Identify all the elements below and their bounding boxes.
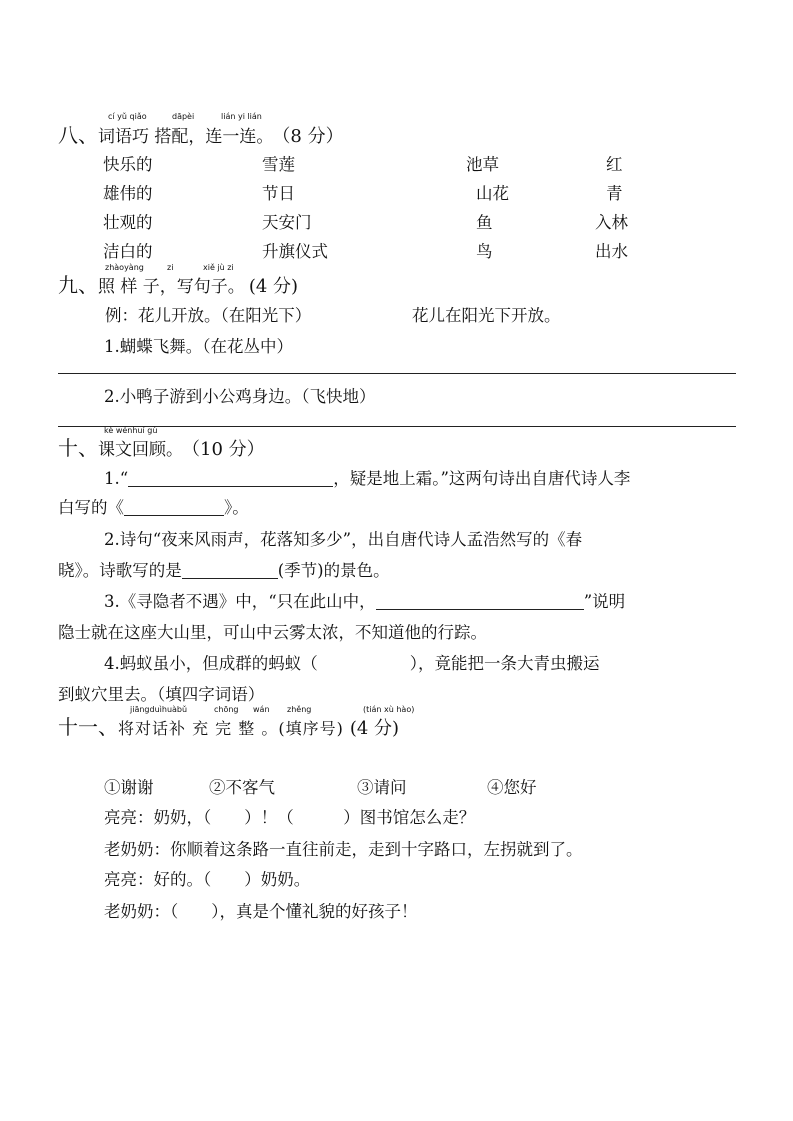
q8-number: 八、 [58, 123, 98, 147]
q11-pinyin-2: chōng [214, 705, 239, 714]
q8-col2-item: 节日 [262, 184, 295, 203]
q8-col4-item: 红 [606, 155, 623, 174]
q10-item4-text: 4.蚂蚁虽小，但成群的蚂蚁（ [104, 654, 318, 673]
q8-col4-item: 出水 [595, 242, 628, 261]
q10-item4-rest: ），竟能把一条大青虫搬运 [409, 654, 600, 673]
q11-option: ④您好 [487, 778, 537, 797]
q9-heading [58, 269, 298, 298]
q11-pinyin-3: wán [253, 705, 270, 714]
q10-item-1-cont [58, 494, 249, 518]
q10-item2-text: 晓》。诗歌写的是 [58, 561, 182, 580]
q8-col3-item: 鱼 [476, 213, 493, 232]
q10-score: （10 分） [191, 439, 265, 460]
q10-item-3 [104, 588, 625, 612]
q11-option: ②不客气 [209, 778, 275, 797]
q10-item-3-cont: 隐士就在这座大山里，可山中云雾太浓，不知道他的行踪。 [58, 623, 487, 642]
q9-pinyin-3: xiě jù zi [203, 263, 234, 272]
q10-item3-end: ”说明 [583, 592, 626, 611]
q8-col4-item: 入林 [595, 213, 628, 232]
q9-pinyin-1: zhàoyàng [105, 263, 144, 272]
fill-blank[interactable] [376, 593, 584, 610]
q8-title: 词语巧 搭配，连一连。 [98, 127, 274, 147]
q8-col2-item: 天安门 [262, 213, 312, 232]
q10-item2-season: (季节)的景色。 [277, 561, 390, 580]
q8-col3-item: 山花 [476, 184, 509, 203]
fill-blank[interactable] [128, 470, 333, 487]
q9-item-1: 1.蝴蝶飞舞。（在花丛中） [104, 337, 293, 356]
q10-item1-rest: ，疑是地上霜。”这两句诗出自唐代诗人李 [333, 469, 631, 488]
q8-pinyin-2: dāpèi [172, 112, 195, 121]
q8-pinyin-3: lián yi lián [221, 112, 262, 121]
q10-item-2: 2.诗句“夜来风雨声，花落知多少”，出自唐代诗人孟浩然写的《春 [104, 530, 583, 549]
q10-number: 十、 [58, 436, 98, 460]
fill-blank[interactable] [124, 499, 224, 516]
q8-col1-item: 壮观的 [103, 213, 153, 232]
q10-heading [58, 432, 265, 461]
q11-pinyin-1: jiāngduìhuàbǔ [130, 705, 188, 714]
q11-option: ①谢谢 [104, 778, 154, 797]
q8-pinyin-1: cí yǔ qiǎo [108, 112, 147, 121]
q11-dialog-line-2: 老奶奶：你顺着这条路一直往前走，走到十字路口，左拐就到了。 [104, 840, 583, 859]
q9-number: 九、 [58, 273, 98, 297]
q11-pinyin-4: zhěng [287, 705, 312, 714]
q11-dialog-line-1: 亮亮：奶奶，（ ）！（ ）图书馆怎么走？ [104, 808, 476, 827]
q11-number: 十一、 [58, 715, 118, 739]
q9-pinyin-2: zi [167, 263, 174, 272]
q9-example-answer: 花儿在阳光下开放。 [412, 306, 561, 325]
q10-title: 课文回顾。 [98, 440, 183, 460]
q9-example: 例：花儿开放。（在阳光下） [105, 306, 312, 325]
q8-col1-item: 雄伟的 [103, 184, 153, 203]
q10-item-4 [104, 650, 600, 674]
q11-dialog-line-4: 老奶奶：（ ），真是个懂礼貌的好孩子！ [104, 902, 418, 921]
fill-blank[interactable] [182, 562, 278, 579]
q10-item3-text: 3.《寻隐者不遇》中，“只在此山中， [104, 592, 376, 611]
q10-pinyin: kè wénhuí gù [104, 426, 158, 435]
q8-heading [58, 119, 344, 148]
q11-title: 将对话补 充 完 整 。(填序号) [118, 719, 344, 738]
q10-item1-book-close: 》。 [224, 498, 249, 517]
q8-col1-item: 快乐的 [103, 155, 153, 174]
q9-item-2: 2.小鸭子游到小公鸡身边。（飞快地） [104, 387, 376, 406]
q9-title: 照 样 子，写句子。 [98, 277, 245, 297]
q8-col3-item: 鸟 [476, 242, 493, 261]
q10-item1-start: 1.“ [104, 469, 129, 488]
q11-dialog-line-3: 亮亮：好的。（ ）奶奶。 [104, 870, 311, 889]
q10-item-2-cont [58, 557, 390, 581]
q11-heading [58, 711, 399, 740]
q9-score: (4 分) [248, 276, 299, 297]
q8-col4-item: 青 [606, 184, 623, 203]
q11-score: (4 分) [349, 718, 400, 739]
q8-col2-item: 雪莲 [262, 155, 295, 174]
answer-line[interactable] [58, 426, 736, 427]
q10-item-1 [104, 465, 630, 489]
answer-line[interactable] [58, 373, 736, 374]
q8-col3-item: 池草 [466, 155, 499, 174]
q8-col2-item: 升旗仪式 [262, 242, 328, 261]
q10-item-4-cont: 到蚁穴里去。（填四字词语） [58, 685, 265, 704]
q8-col1-item: 洁白的 [103, 242, 153, 261]
q10-item1-book-open: 白写的《 [58, 498, 124, 517]
q8-score: （8 分） [281, 126, 344, 147]
q11-pinyin-5: (tián xù hào) [363, 705, 415, 714]
q11-option: ③请问 [357, 778, 407, 797]
